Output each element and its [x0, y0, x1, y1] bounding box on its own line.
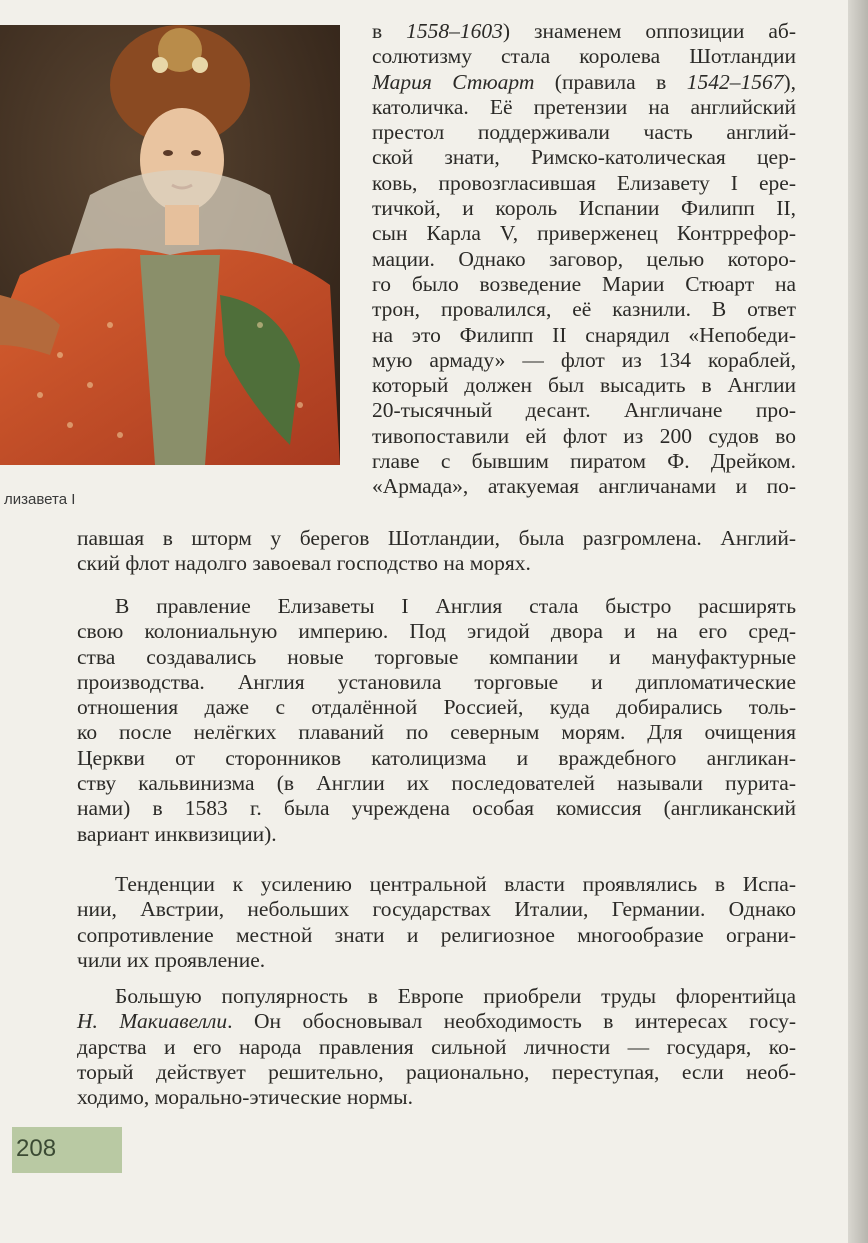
text-line: Н. Макиавелли. Он обосновывал необходимость в интересах госу- [77, 1009, 796, 1034]
page-number-tab [12, 1127, 122, 1173]
portrait-elizabeth-i [0, 25, 340, 465]
text-line: ский флот надолго завоевал господство на морях. [77, 551, 531, 576]
text-line: Мария Стюарт (правила в 1542–1567), [372, 69, 796, 94]
text-line: свою колониальную империю. Под эгидой двора и на его сред- [77, 619, 796, 644]
paragraph-1-continued [77, 526, 796, 577]
text-line: в 1558–1603) знаменем оппозиции аб- [372, 19, 796, 43]
text-line: который должен был высадить в Англии [372, 373, 796, 398]
text-line: Тенденции к усилению центральной власти проявлялись в Испа- [115, 872, 796, 896]
text-line: отношения даже с отдалённой Россией, куда добирались толь- [77, 695, 796, 720]
text-line: ской знати, Римско-католическая цер- [372, 145, 796, 170]
text-line: ходимо, морально-этические нормы. [77, 1085, 413, 1110]
text-line: ко после нелёгких плаваний по северным морям. Для очищения [77, 720, 796, 745]
text-line: главе с бывшим пиратом Ф. Дрейком. [372, 449, 796, 474]
text-line: престол поддерживали часть англий- [372, 120, 796, 145]
text-line: дарства и его народа правления сильной личности — государя, ко- [77, 1034, 796, 1059]
text-line: католичка. Её претензии на английский [372, 94, 796, 119]
text-line: на это Филипп II снарядил «Непобеди- [372, 322, 796, 347]
text-line: чили их проявление. [77, 947, 266, 972]
text-line: ства создавались новые торговые компании и мануфактурные [77, 644, 796, 669]
text-line: мую армаду» — флот из 134 кораблей, [372, 347, 796, 372]
text-line: мации. Однако заговор, целью которо- [372, 246, 796, 271]
page-edge-shadow [848, 0, 868, 1243]
text-line: сопротивление местной знати и религиозное многообразие ограни- [77, 922, 796, 947]
text-line: нами) в 1583 г. была учреждена особая комиссия (англиканский [77, 796, 796, 821]
text-line: ству кальвинизма (в Англии их последователей называли пурита- [77, 771, 796, 796]
text-line: вариант инквизиции). [77, 821, 277, 846]
text-line: солютизму стала королева Шотландии [372, 44, 796, 69]
text-line: Большую популярность в Европе приобрели труды флорентийца [115, 984, 796, 1008]
text-line: павшая в шторм у берегов Шотландии, была разгромлена. Англий- [77, 526, 796, 550]
text-line: тивопоставили ей флот из 200 судов во [372, 423, 796, 448]
paragraph-2 [77, 594, 796, 847]
text-line: В правление Елизаветы I Англия стала быстро расширять [115, 594, 796, 618]
page-number: 208 [16, 1135, 57, 1162]
text-line: Церкви от сторонников католицизма и враждебного англикан- [77, 745, 796, 770]
text-line: торый действует решительно, рационально, переступая, если необ- [77, 1059, 796, 1084]
text-line: 20-тысячный десант. Англичане про- [372, 398, 796, 423]
paragraph-4 [77, 984, 796, 1110]
text-line: тичкой, и король Испании Филипп II, [372, 196, 796, 221]
text-line: го было возведение Марии Стюарт на [372, 271, 796, 296]
paragraph-3 [77, 872, 796, 973]
text-line: производства. Англия установила торговые и дипломатические [77, 669, 796, 694]
text-line: ковь, провозгласившая Елизавету I ере- [372, 170, 796, 195]
text-line: трон, провалился, её казнили. В ответ [372, 297, 796, 322]
text-line: нии, Австрии, небольших государствах Италии, Германии. Однако [77, 897, 796, 922]
text-line: сын Карла V, приверженец Контррефор- [372, 221, 796, 246]
figure-caption: лизавета I [4, 491, 76, 508]
text-line: «Армада», атакуемая англичанами и по- [372, 474, 796, 499]
paragraph-1 [372, 19, 796, 500]
